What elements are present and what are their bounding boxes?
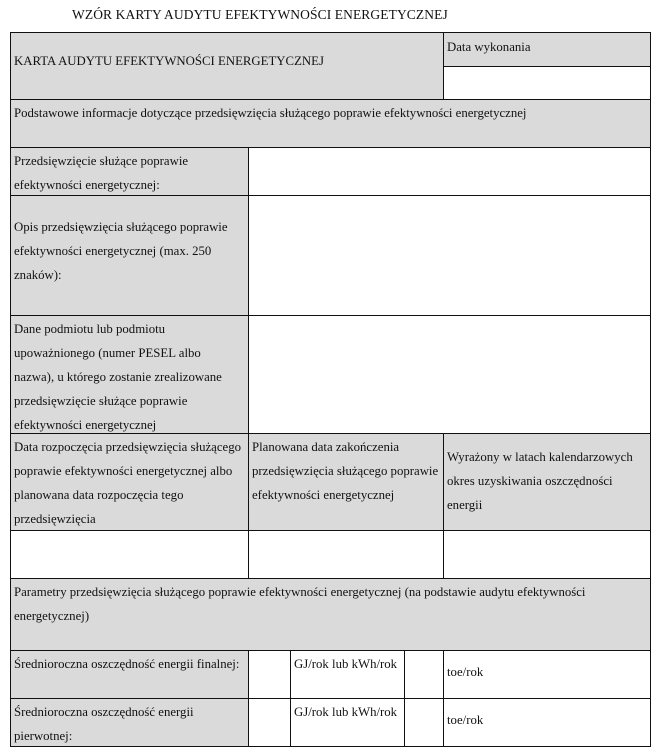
primary-energy-toe-unit: toe/rok — [443, 698, 651, 746]
final-energy-gj-unit: GJ/rok lub kWh/rok — [290, 650, 404, 698]
table-divider — [10, 315, 651, 316]
description-field[interactable] — [248, 195, 651, 315]
final-energy-gj-field[interactable] — [248, 650, 290, 698]
table-border-bottom — [10, 746, 651, 747]
page-title: WZÓR KARTY AUDYTU EFEKTYWNOŚCI ENERGETYCZNEJ — [72, 7, 448, 22]
table-divider — [290, 650, 291, 747]
date-field[interactable] — [443, 66, 651, 99]
table-divider — [443, 650, 444, 747]
period-label: Wyrażony w latach kalendarzowych okres uzyskiwania oszczędności energii — [443, 433, 651, 530]
card-header: KARTA AUDYTU EFEKTYWNOŚCI ENERGETYCZNEJ — [10, 33, 443, 99]
table-divider — [10, 650, 651, 651]
table-divider — [10, 99, 651, 100]
entity-field[interactable] — [248, 315, 651, 433]
final-energy-toe-field[interactable] — [404, 650, 443, 698]
table-divider — [443, 32, 444, 99]
entity-label: Dane podmiotu lub podmiotu upoważnionego (numer PESEL albo nazwa), u którego zostanie zrealizowane przedsięwzięcie służące poprawie efektywności energetycznej — [10, 315, 248, 433]
table-border-right — [650, 32, 651, 747]
table-divider — [10, 698, 651, 699]
final-energy-toe-unit: toe/rok — [443, 650, 651, 698]
table-divider — [10, 195, 651, 196]
table-border-top — [10, 32, 651, 33]
table-divider — [443, 433, 444, 578]
table-divider — [248, 650, 249, 747]
table-divider — [10, 578, 651, 579]
end-date-label: Planowana data zakończenia przedsięwzięcia służącego poprawie efektywności energetycznej — [248, 433, 443, 530]
basic-info-section-title: Podstawowe informacje dotyczące przedsięwzięcia służącego poprawie efektywności energetycznej — [10, 99, 651, 147]
primary-energy-toe-field[interactable] — [404, 698, 443, 746]
table-divider — [443, 66, 651, 67]
table-divider — [10, 433, 651, 434]
final-energy-label: Średnioroczna oszczędność energii finalnej: — [10, 650, 248, 698]
table-divider — [10, 530, 651, 531]
primary-energy-label: Średnioroczna oszczędność energii pierwotnej: — [10, 698, 248, 746]
primary-energy-gj-field[interactable] — [248, 698, 290, 746]
end-date-field[interactable] — [248, 530, 443, 578]
period-field[interactable] — [443, 530, 651, 578]
primary-energy-gj-unit: GJ/rok lub kWh/rok — [290, 698, 404, 746]
description-label: Opis przedsięwzięcia służącego poprawie efektywności energetycznej (max. 250 znaków): — [10, 195, 248, 315]
measure-label: Przedsięwzięcie służące poprawie efektywności energetycznej: — [10, 147, 248, 195]
table-border-left — [10, 32, 11, 747]
table-divider — [404, 650, 405, 747]
start-date-field[interactable] — [10, 530, 248, 578]
measure-field[interactable] — [248, 147, 651, 195]
table-divider — [10, 147, 651, 148]
start-date-label: Data rozpoczęcia przedsięwzięcia służącego poprawie efektywności energetycznej albo planowana data rozpoczęcia tego przedsięwzięcia — [10, 433, 248, 530]
table-divider — [248, 147, 249, 578]
date-label: Data wykonania — [443, 33, 651, 66]
parameters-section-title: Parametry przedsięwzięcia służącego poprawie efektywności energetycznej (na podstawie audytu efektywności energetycznej) — [10, 578, 651, 650]
